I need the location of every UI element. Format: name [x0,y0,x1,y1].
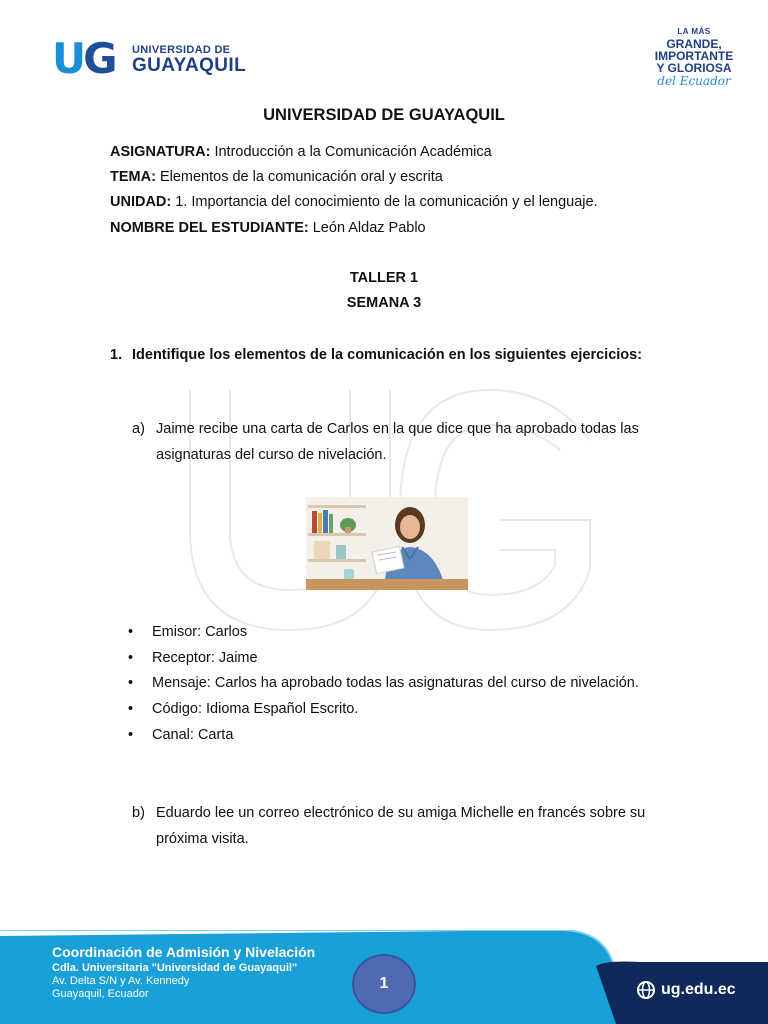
asignatura-value: Introducción a la Comunicación Académica [210,144,492,160]
estudiante-label: NOMBRE DEL ESTUDIANTE: [110,220,309,236]
tema-value: Elementos de la comunicación oral y escrita [155,169,443,185]
footer-title: Coordinación de Admisión y Nivelación [52,944,316,960]
tema-label: TEMA: [110,169,156,185]
question-number: 1. [110,347,123,363]
exercise-b [132,800,672,852]
woman-reading-letter-image [306,497,468,590]
exercise-b-text: Eduardo lee un correo electrónico de su amiga Michelle en francés sobre su próxima visita. [156,805,646,847]
estudiante-value: León Aldaz Pablo [308,220,426,236]
unidad-line [110,193,598,211]
website-text[interactable]: ug.edu.ec [661,981,736,998]
tema-line [110,168,443,186]
exercise-a-label: a) [132,421,145,437]
slogan-line-2: GRANDE, [666,37,722,51]
footer-address-line-2: Av. Delta S/N y Av. Kennedy [52,975,190,987]
slogan-line-1: LA MÁS [677,27,711,36]
semana-heading: SEMANA 3 [346,295,422,311]
list-item: • Código: Idioma Español Escrito. [128,697,648,723]
list-item: • Receptor: Jaime [128,646,648,672]
estudiante-line [110,219,426,237]
unidad-label: UNIDAD: [110,194,172,210]
university-logo [52,34,252,83]
logo-line-1: UNIVERSIDAD DE [132,44,231,56]
logo-line-2: GUAYAQUIL [132,55,247,76]
exercise-a-text: Jaime recibe una carta de Carlos en la que dice que ha aprobado todas las asignaturas del curso de nivelación. [156,421,639,463]
asignatura-line [110,143,492,161]
slogan-line-5: del Ecuador [657,74,731,88]
unidad-value: 1. Importancia del conocimiento de la comunicación y el lenguaje. [171,194,598,210]
taller-heading: TALLER 1 [349,270,419,286]
globe-icon [636,980,656,1000]
asignatura-label: ASIGNATURA: [110,144,211,160]
document-title: UNIVERSIDAD DE GUAYAQUIL [263,106,505,124]
list-item: • Mensaje: Carlos ha aprobado todas las asignaturas del curso de nivelación. [128,671,648,697]
exercise-b-label: b) [132,805,145,821]
slogan-logo [648,26,740,88]
slogan-line-4: Y GLORIOSA [656,61,732,75]
list-item: • Emisor: Carlos [128,620,648,646]
list-item: • Canal: Carta [128,723,648,749]
website-link[interactable] [636,980,736,1000]
page-number-badge: 1 [352,954,416,1014]
question-1 [110,343,665,368]
slogan-line-3: IMPORTANTE [654,49,734,63]
footer-address-line-3: Guayaquil, Ecuador [52,988,149,1000]
question-text: Identifique los elementos de la comunicación en los siguientes ejercicios: [132,347,643,363]
footer-address-line-1: Cdla. Universitaria "Universidad de Guayaquil" [52,962,298,974]
exercise-a [132,416,672,468]
ug-logo-mark: UG [52,34,115,83]
communication-elements-list [128,620,648,749]
